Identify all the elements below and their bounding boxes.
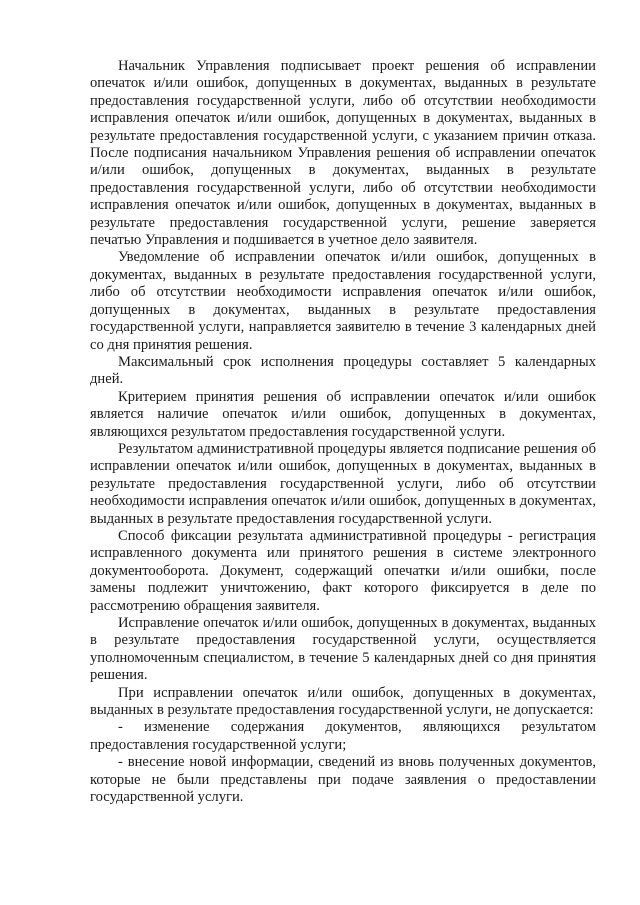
paragraph-notification: Уведомление об исправлении опечаток и/или ошибок, допущенных в документах, выданных в результате предоставления государственной услуги, либо об отсутствии необходимости исправления опечаток и/или ошибок, допущенных в документах, выданных в результате предоставления государственной услуги, направляется заявителю в течение 3 календарных дней со дня принятия решения. (90, 249, 596, 353)
list-item-new-information: - внесение новой информации, сведений из вновь полученных документов, которые не были представлены при подаче заявления о предоставлении государственной услуги. (90, 754, 596, 806)
paragraph-decision-criterion: Критерием принятия решения об исправлении опечаток и/или ошибок является наличие опечаток и/или ошибок, допущенных в документах, являющихся результатом предоставления государственной услуги. (90, 388, 596, 440)
paragraph-max-term: Максимальный срок исполнения процедуры составляет 5 календарных дней. (90, 353, 596, 388)
paragraph-result-fixation: Способ фиксации результата административной процедуры - регистрация исправленного документа или принятого решения в системе электронного документооборота. Документ, содержащий опечатки и/или ошибки, после замены подлежит уничтожению, факт которого фиксируется в деле по рассмотрению обращения заявителя. (90, 527, 596, 614)
document-page (90, 58, 596, 806)
list-item-content-change: - изменение содержания документов, являющихся результатом предоставления государственной услуги; (90, 719, 596, 753)
paragraph-signing-decision: Начальник Управления подписывает проект решения об исправлении опечаток и/или ошибок, допущенных в документах, выданных в результате предоставления государственной услуги, либо об отсутствии необходимости исправления опечаток и/или ошибок, допущенных в документах, выданных в результате предоставления государственной услуги, с указанием причин отказа. После подписания начальником Управления решения об исправлении опечаток и/или ошибок, допущенных в документах, выданных в результате предоставления государственной услуги, либо об отсутствии необходимости исправления опечаток и/или ошибок, допущенных в документах, выданных в результате предоставления государственной услуги, решение заверяется печатью Управления и подшивается в учетное дело заявителя. (90, 58, 596, 249)
paragraph-not-allowed-intro: При исправлении опечаток и/или ошибок, допущенных в документах, выданных в результате предоставления государственной услуги, не допускается: (90, 684, 596, 719)
paragraph-procedure-result: Результатом административной процедуры является подписание решения об исправлении опечаток и/или ошибок, допущенных в документах, выданных в результате предоставления государственной услуги, либо об отсутствии необходимости исправления опечаток и/или ошибок, допущенных в документах, выданных в результате предоставления государственной услуги. (90, 440, 596, 527)
paragraph-correction-term: Исправление опечаток и/или ошибок, допущенных в документах, выданных в результате предоставления государственной услуги, осуществляется уполномоченным специалистом, в течение 5 календарных дней со дня принятия решения. (90, 615, 596, 684)
